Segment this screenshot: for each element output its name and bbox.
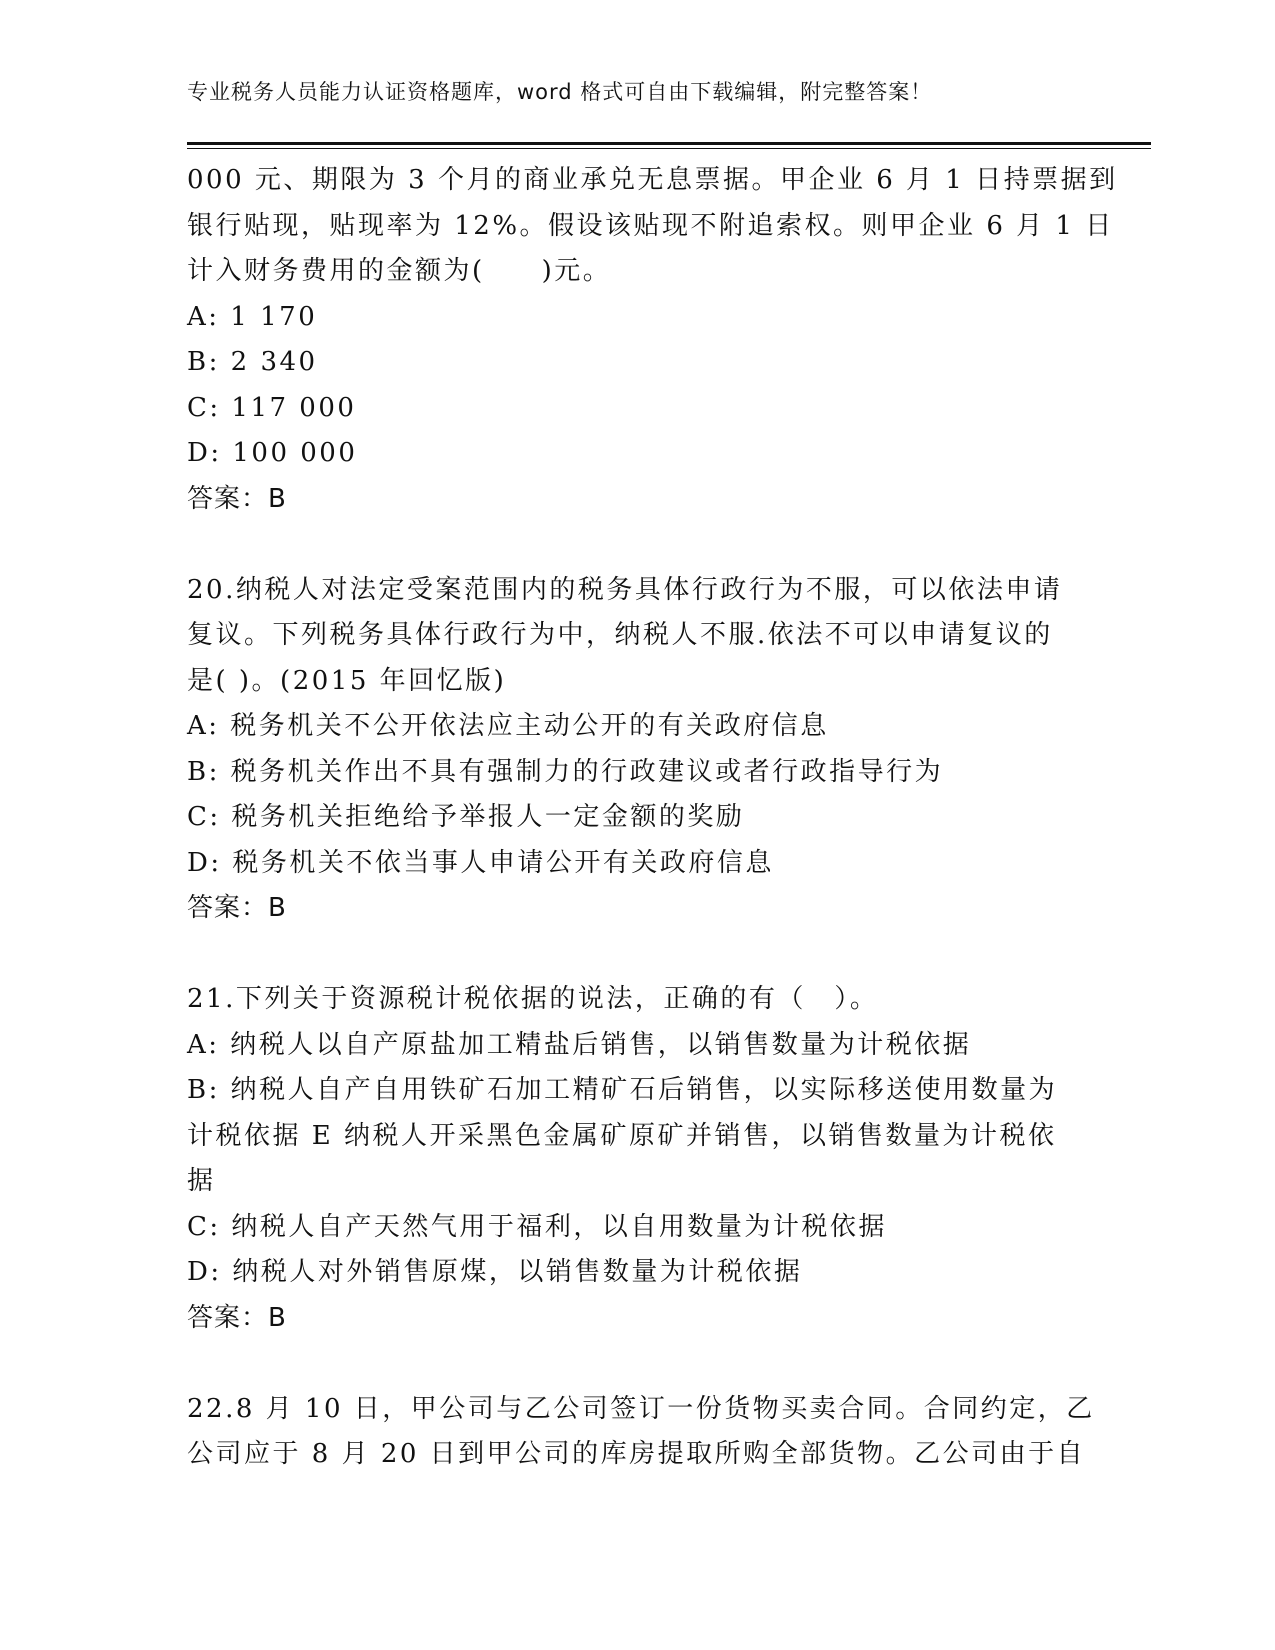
question-22 [187, 1387, 1095, 1478]
option-c: C: 税务机关拒绝给予举报人一定金额的奖励 [187, 802, 745, 832]
option-c: C: 纳税人自产天然气用于福利，以自用数量为计税依据 [187, 1211, 887, 1242]
question-stem-line: 20.纳税人对法定受案范围内的税务具体行政行为不服，可以依法申请 [187, 574, 1063, 605]
option-d: D: 税务机关不依当事人申请公开有关政府信息 [187, 847, 774, 878]
spacer [187, 932, 1087, 978]
question-stem-line: 公司应于 8 月 20 日到甲公司的库房提取所购全部货物。乙公司由于自 [187, 1439, 1086, 1469]
question-stem-line: 复议。下列税务具体行政行为中，纳税人不服.依法不可以申请复议的 [187, 620, 1053, 650]
answer-line: 答案：B [187, 893, 287, 923]
option-b: B: 纳税人自产自用铁矿石加工精矿石后销售，以实际移送使用数量为 [187, 1075, 1058, 1105]
question-21 [187, 977, 1087, 1341]
option-b: B: 税务机关作出不具有强制力的行政建议或者行政指导行为 [187, 756, 944, 787]
header-rule-thick [187, 142, 1151, 145]
page-header: 专业税务人员能力认证资格题库，word 格式可自由下载编辑，附完整答案！ [187, 80, 933, 104]
answer-line: 答案：B [187, 1302, 287, 1333]
option-d: D: 纳税人对外销售原煤，以销售数量为计税依据 [187, 1257, 803, 1287]
option-a: A: 纳税人以自产原盐加工精盐后销售，以销售数量为计税依据 [187, 1029, 972, 1060]
spacer [187, 522, 1087, 568]
question-stem-line: 21.下列关于资源税计税依据的说法，正确的有（ ）。 [187, 984, 879, 1014]
question-stem-line: 是( )。(2015 年回忆版) [187, 665, 507, 696]
question-stem-line: 银行贴现，贴现率为 12%。假设该贴现不附追索权。则甲企业 6 月 1 日 [187, 210, 1114, 241]
question-stem-line: 计入财务费用的金额为( )元。 [187, 256, 612, 286]
question-stem-line: 22.8 月 10 日，甲公司与乙公司签订一份货物买卖合同。合同约定，乙 [187, 1393, 1095, 1424]
option-a: A: 税务机关不公开依法应主动公开的有关政府信息 [187, 711, 829, 741]
header-rule-thin [187, 148, 1151, 149]
question-stem-line: 000 元、期限为 3 个月的商业承兑无息票据。甲企业 6 月 1 日持票据到 [187, 165, 1118, 195]
question-content [187, 158, 1118, 1478]
option-c: C: 117 000 [187, 392, 357, 423]
option-d: D: 100 000 [187, 438, 358, 468]
option-b-continued: 据 [187, 1166, 216, 1196]
option-a: A: 1 170 [187, 301, 318, 332]
spacer [187, 1341, 1087, 1387]
answer-line: 答案：B [187, 483, 287, 514]
question-19 [187, 158, 1118, 522]
option-b: B: 2 340 [187, 347, 318, 377]
question-20 [187, 568, 1087, 932]
option-b-continued: 计税依据 E 纳税人开采黑色金属矿原矿并销售，以销售数量为计税依 [187, 1120, 1057, 1151]
